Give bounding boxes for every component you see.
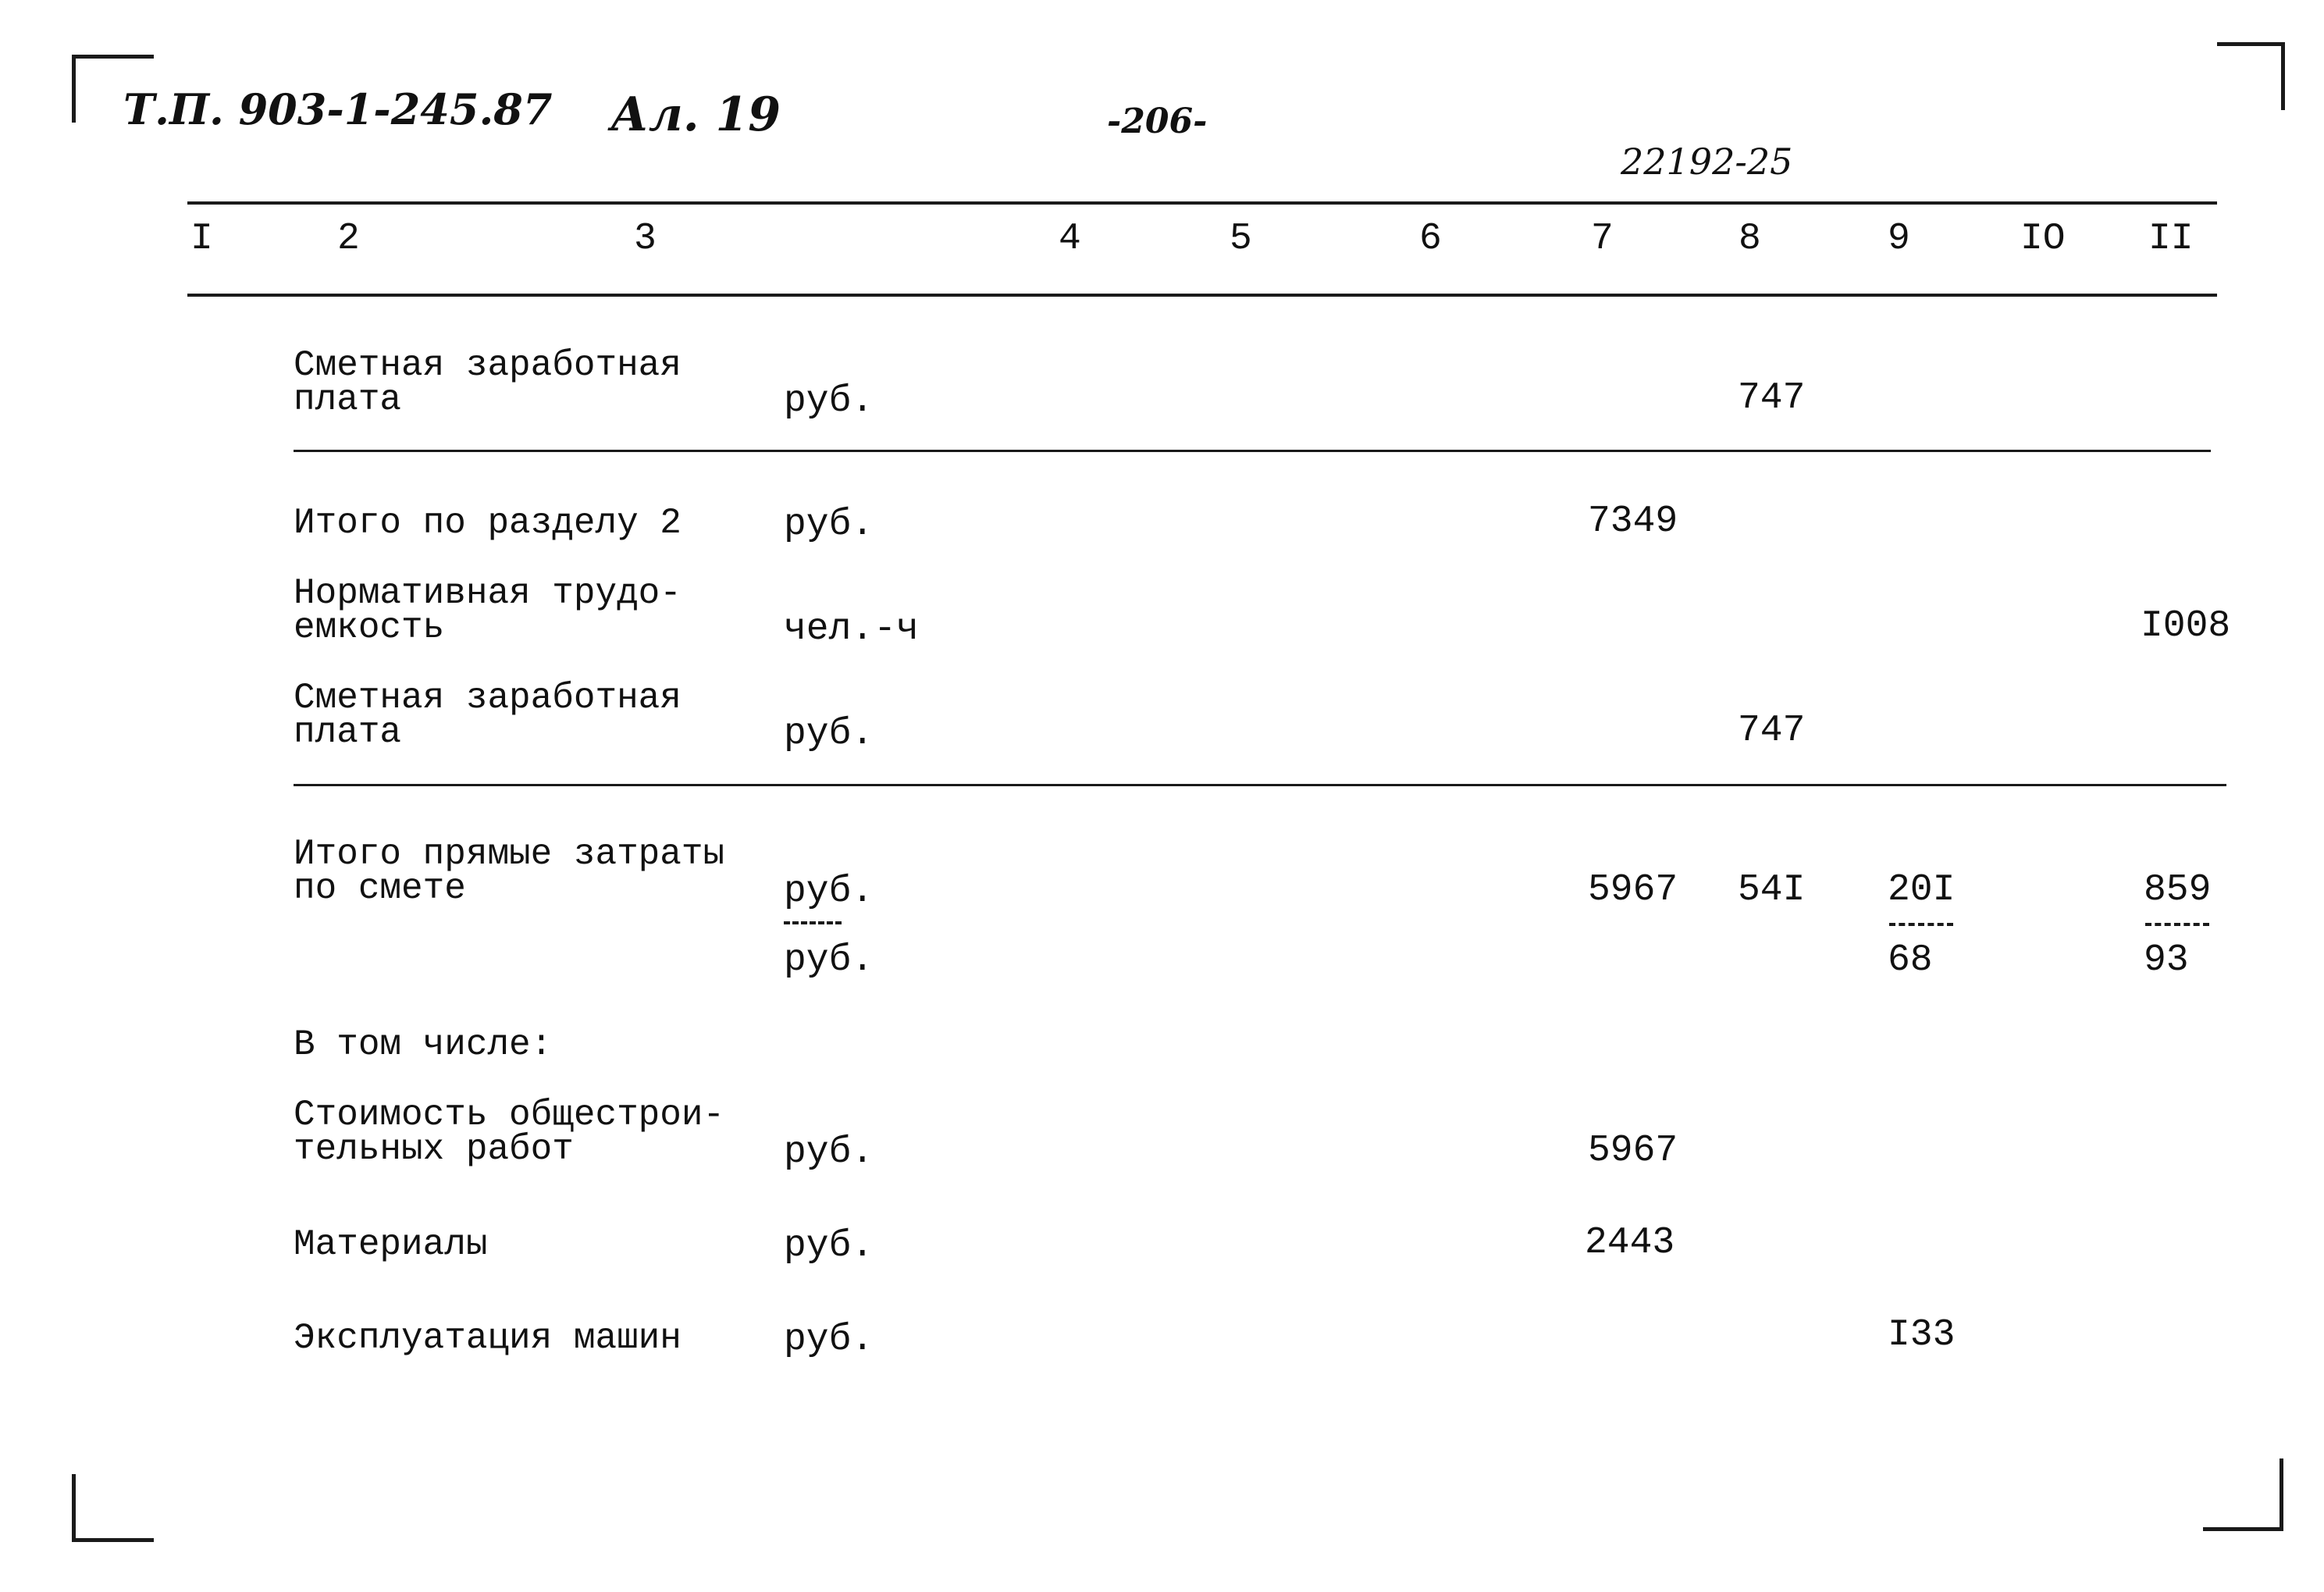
column-header-11: II — [2148, 218, 2194, 260]
row-label: Сметная заработная плата — [294, 678, 682, 753]
row-label: Нормативная трудо- емкость — [294, 573, 682, 648]
cell-col9: I33 — [1888, 1314, 1956, 1356]
cell-col8: 747 — [1738, 710, 1806, 752]
sheet-code: 22192-25 — [1621, 141, 1793, 183]
column-header-bottom-rule — [187, 294, 2217, 297]
cell-col8: 54I — [1738, 869, 1806, 911]
cell-col11-denominator: 93 — [2144, 939, 2189, 981]
row-unit: руб. — [784, 380, 874, 422]
document-reference: Т.П. 903-1-245.87 — [123, 84, 553, 134]
cell-col7: 5967 — [1588, 1130, 1678, 1172]
column-header-7: 7 — [1591, 218, 1614, 260]
fraction-divider — [784, 921, 842, 924]
row-unit: руб. — [784, 713, 874, 755]
column-header-10: IO — [2020, 218, 2066, 260]
column-header-5: 5 — [1230, 218, 1252, 260]
cell-col8: 747 — [1738, 377, 1806, 419]
frame-corner-bottom-right — [2203, 1458, 2283, 1531]
row-unit: руб. — [784, 1319, 874, 1361]
column-header-4: 4 — [1059, 218, 1081, 260]
row-label: Итого по разделу 2 — [294, 503, 682, 543]
subsection-label: В том числе: — [294, 1024, 553, 1065]
row-label: Эксплуатация машин — [294, 1318, 682, 1359]
cell-col7: 2443 — [1585, 1222, 1675, 1264]
row-label: Итого прямые затраты по смете — [294, 834, 725, 909]
column-header-8: 8 — [1739, 218, 1761, 260]
cell-col11: I008 — [2141, 605, 2231, 647]
row-unit: руб. — [784, 1131, 874, 1174]
row-unit-secondary: руб. — [784, 939, 874, 981]
row-unit: руб. — [784, 504, 874, 546]
column-header-2: 2 — [337, 218, 360, 260]
frame-corner-top-right — [2217, 42, 2285, 110]
row-label: Материалы — [294, 1224, 488, 1265]
row-unit: чел.-ч — [784, 608, 919, 650]
column-header-top-rule — [187, 201, 2217, 205]
column-header-3: 3 — [634, 218, 657, 260]
column-header-9: 9 — [1888, 218, 1910, 260]
frame-corner-bottom-left — [72, 1474, 154, 1542]
fraction-divider — [1889, 923, 1953, 926]
page-number: -206- — [1107, 102, 1208, 141]
cell-col7: 7349 — [1588, 500, 1678, 543]
album-number: Ал. 19 — [610, 87, 781, 142]
row-unit: руб. — [784, 871, 874, 913]
cell-col7: 5967 — [1588, 869, 1678, 911]
row-unit: руб. — [784, 1225, 874, 1267]
section-divider — [294, 450, 2211, 452]
column-header-1: I — [190, 218, 213, 260]
cell-col9-numerator: 20I — [1888, 869, 1956, 911]
row-label: Стоимость общестрои- тельных работ — [294, 1095, 725, 1170]
column-header-6: 6 — [1419, 218, 1442, 260]
cell-col11-numerator: 859 — [2144, 869, 2212, 911]
cell-col9-denominator: 68 — [1888, 939, 1933, 981]
section-divider — [294, 784, 2226, 786]
fraction-divider — [2145, 923, 2209, 926]
row-label: Сметная заработная плата — [294, 345, 682, 420]
